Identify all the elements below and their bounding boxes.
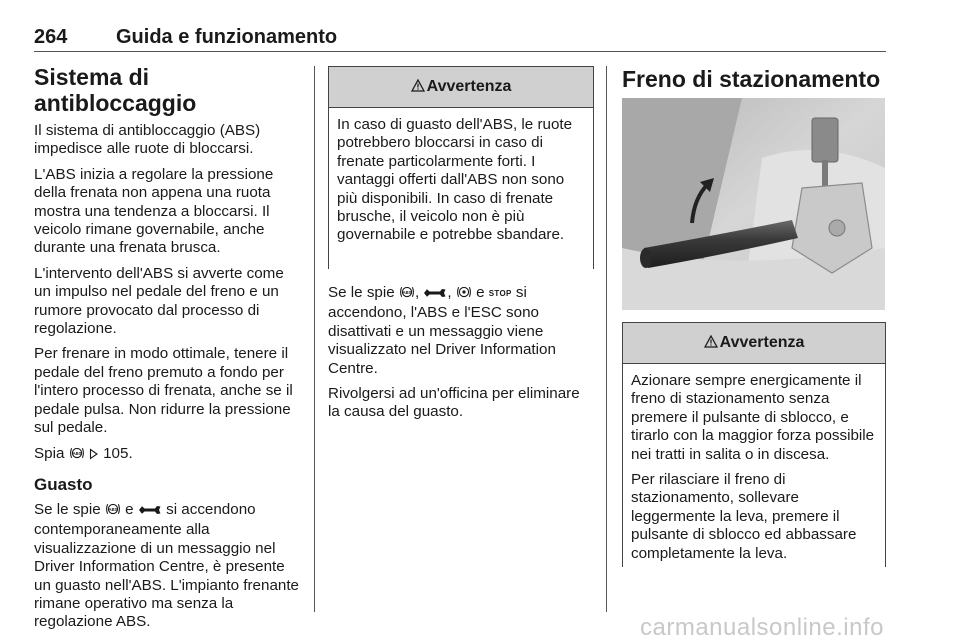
svg-text:ABS: ABS	[108, 506, 118, 512]
header-rule	[34, 51, 886, 52]
abs-warning-icon	[69, 446, 85, 465]
paragraph: Se le spie ABS e si accendono contemporaneamente alla visualizzazione di un messaggio nel Driver Information Centre, è presente un guasto nell'ABS. L'impianto frenante rimane operativo ma senza la regolazione ABS.	[34, 500, 300, 631]
svg-text:ABS: ABS	[72, 450, 82, 456]
warning-triangle-icon	[704, 335, 718, 352]
paragraph: Per frenare in modo ottimale, tenere il pedale del freno premuto a fondo per l'intero processo di frenata, anche se il pedale pulsa. Non ridurre la pressione sul pedale.	[34, 345, 293, 437]
warning-text: Azionare sempre energicamente il freno di stazionamento senza premere il pulsante di sblocco, e tirarlo con la maggior forza possibile nei tratti in salita o in discesa.	[631, 372, 875, 463]
warning-box	[622, 322, 886, 567]
warning-text: Per rilasciare il freno di stazionamento, sollevare leggermente la leva, premere il pulsante di sblocco ed abbassare completamente la leva.	[631, 471, 857, 562]
parking-brake-photo	[622, 98, 885, 310]
warning-header: Avvertenza	[329, 67, 593, 108]
warning-triangle-icon	[411, 79, 425, 96]
section-heading: Sistema di antibloccaggio	[34, 64, 197, 116]
column-divider	[314, 66, 315, 612]
spia-reference: Spia ABS 105.	[34, 445, 302, 465]
page-header	[34, 26, 886, 52]
warning-box	[328, 66, 594, 269]
column-divider	[606, 66, 607, 612]
paragraph: Rivolgersi ad un'officina per eliminare la causa del guasto.	[328, 385, 580, 421]
watermark: carmanualsonline.info	[640, 614, 884, 641]
column-3	[622, 66, 886, 98]
warning-body	[623, 364, 885, 563]
warning-text: In caso di guasto dell'ABS, le ruote potrebbero bloccarsi in caso di frenate particolarmente forti. I vantaggi offerti dall'ABS non sono più disponibili. In caso di frenate brusche, il veicolo non è più governabile e potrebbe sbandare.	[337, 116, 573, 244]
service-wrench-icon	[138, 503, 162, 521]
svg-text:ABS: ABS	[402, 289, 412, 295]
page-number: 264	[34, 26, 68, 48]
page-reference-arrow-icon	[89, 447, 99, 465]
stop-indicator-icon: STOP	[488, 289, 512, 298]
column-1	[34, 64, 302, 639]
subsection-heading: Guasto	[34, 474, 93, 494]
paragraph: L'intervento dell'ABS si avverte come un impulso nel pedale del freno e un rumore provocato dal processo di regolazione.	[34, 264, 284, 338]
esc-off-icon	[456, 285, 472, 304]
section-heading: Freno di stazionamento	[622, 66, 881, 92]
warning-body	[329, 108, 593, 245]
abs-warning-icon	[105, 502, 121, 521]
abs-warning-icon	[399, 285, 415, 304]
warning-header: Avvertenza	[623, 323, 885, 364]
paragraph: Se le spie ABS , , e STOP si accendono, l'ABS e l'ESC sono disattivati e un messaggio viene visualizzato nel Driver Information Centre.	[328, 284, 556, 377]
service-wrench-icon	[423, 286, 447, 304]
paragraph: L'ABS inizia a regolare la pressione della frenata non appena una ruota mostra una tendenza a bloccarsi. Il veicolo rimane governabile, anche durante una frenata brusca.	[34, 165, 274, 257]
running-title: Guida e funzionamento	[116, 26, 338, 48]
paragraph: Il sistema di antibloccaggio (ABS) impedisce alle ruote di bloccarsi.	[34, 122, 261, 158]
column-2	[328, 284, 594, 429]
